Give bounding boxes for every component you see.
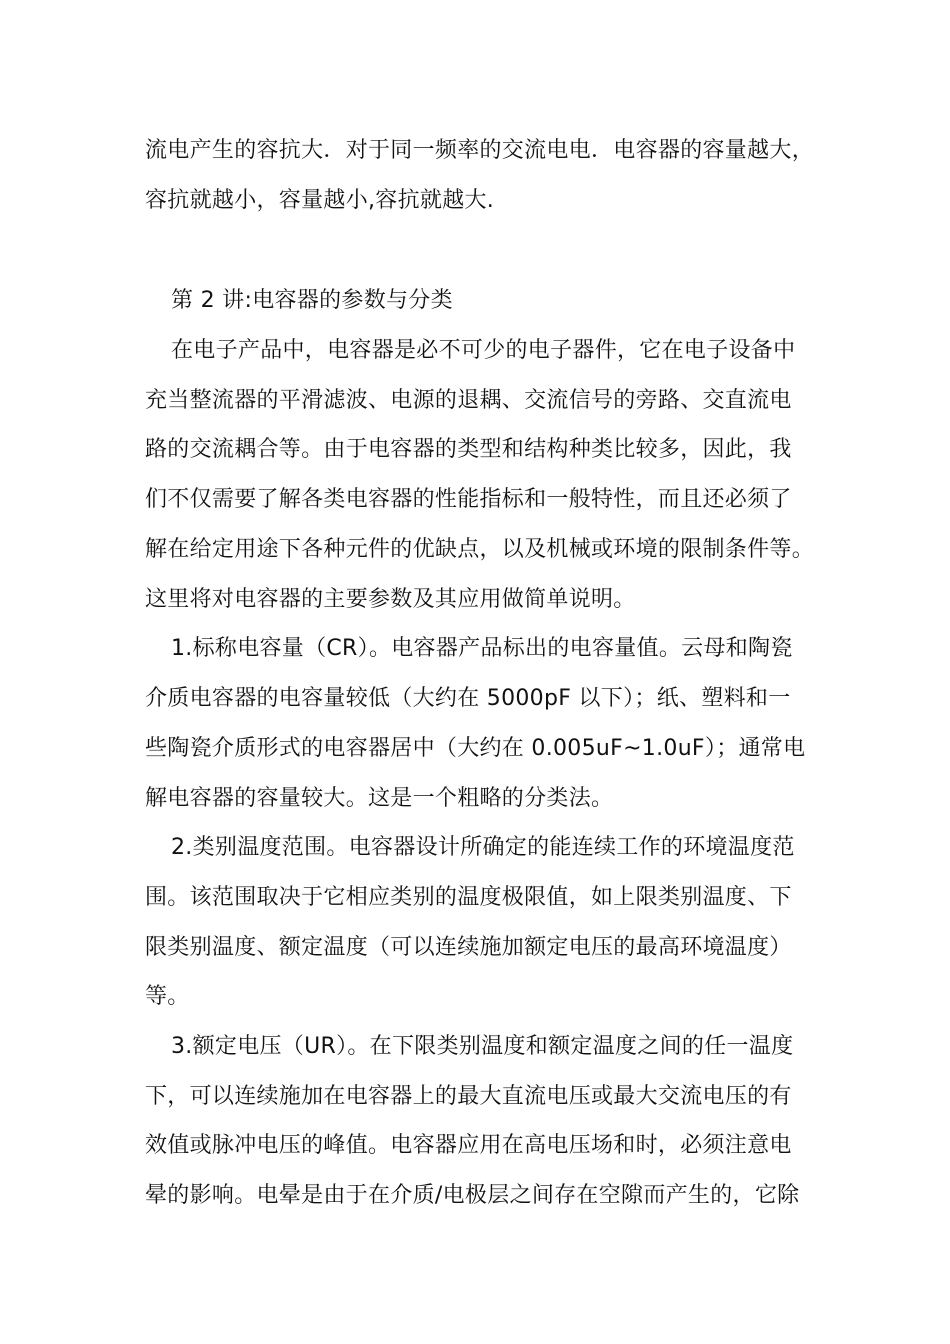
text-line: 晕的影响。电晕是由于在介质/电极层之间存在空隙而产生的，它除 <box>145 1183 800 1208</box>
text-line: 容抗就越小，容量越小,容抗就越大. <box>145 188 495 213</box>
text-line: 下，可以连续施加在电容器上的最大直流电压或最大交流电压的有 <box>145 1084 792 1109</box>
text-line: 3.额定电压（UR）。在下限类别温度和额定温度之间的任一温度 <box>171 1034 794 1059</box>
text-line: 解在给定用途下各种元件的优缺点，以及机械或环境的限制条件等。 <box>145 537 815 562</box>
text-line: 解电容器的容量较大。这是一个粗略的分类法。 <box>145 786 614 811</box>
text-line: 充当整流器的平滑滤波、电源的退耦、交流信号的旁路、交直流电 <box>145 388 792 413</box>
text-line: 路的交流耦合等。由于电容器的类型和结构种类比较多，因此，我 <box>145 437 792 462</box>
text-line: 2.类别温度范围。电容器设计所确定的能连续工作的环境温度范 <box>171 835 795 860</box>
text-line: 这里将对电容器的主要参数及其应用做简单说明。 <box>145 587 636 612</box>
text-line: 围。该范围取决于它相应类别的温度极限值，如上限类别温度、下 <box>145 885 792 910</box>
text-line: 在电子产品中，电容器是必不可少的电子器件，它在电子设备中 <box>171 338 796 363</box>
text-line: 介质电容器的电容量较低（大约在 5000pF 以下）；纸、塑料和一 <box>145 686 791 711</box>
section-heading: 第 2 讲:电容器的参数与分类 <box>171 288 453 313</box>
text-line: 限类别温度、额定温度（可以连续施加额定电压的最高环境温度） <box>145 935 792 960</box>
text-line: 1.标称电容量（CR）。电容器产品标出的电容量值。云母和陶瓷 <box>171 636 793 661</box>
text-line: 等。 <box>145 984 190 1009</box>
text-line: 们不仅需要了解各类电容器的性能指标和一般特性，而且还必须了 <box>145 487 792 512</box>
text-line: 效值或脉冲电压的峰值。电容器应用在高电压场和时，必须注意电 <box>145 1133 792 1158</box>
text-line: 些陶瓷介质形式的电容器居中（大约在 0.005uF~1.0uF）；通常电 <box>145 736 806 761</box>
text-line: 流电产生的容抗大．对于同一频率的交流电电．电容器的容量越大， <box>145 138 815 163</box>
